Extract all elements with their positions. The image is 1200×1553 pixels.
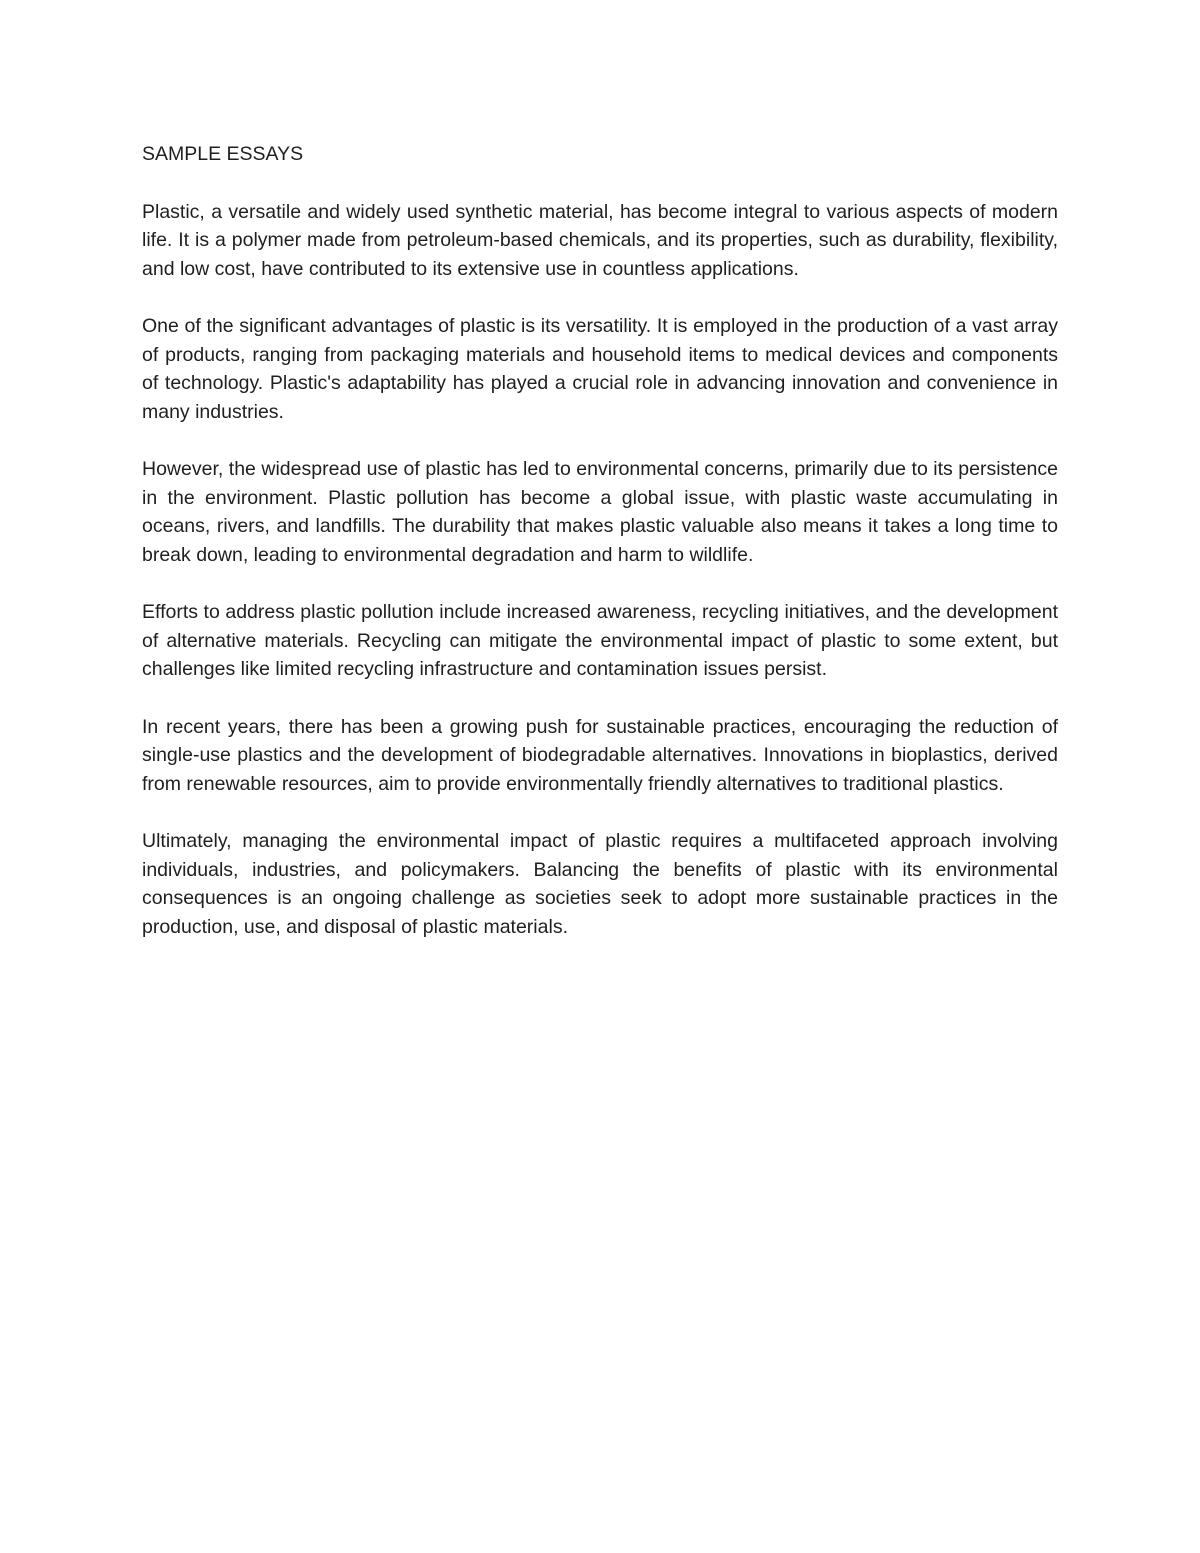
- paragraph-advantages: One of the significant advantages of plastic is its versatility. It is employed in the production of a vast array of products, ranging from packaging materials and household items to medical devices and components of technology. Plastic's adaptability has played a crucial role in advancing innovation and convenience in many industries.: [142, 315, 1058, 423]
- paragraph-efforts: Efforts to address plastic pollution include increased awareness, recycling initiatives, and the development of alternative materials. Recycling can mitigate the environmental impact of plastic to some extent, but challenges like limited recycling infrastructure and contamination issues persist.: [142, 601, 1058, 680]
- paragraph-sustainability: In recent years, there has been a growing push for sustainable practices, encouraging the reduction of single-use plastics and the development of biodegradable alternatives. Innovations in bioplastics, derived from renewable resources, aim to provide environmentally friendly alternatives to traditional plastics.: [142, 715, 1058, 795]
- document-body: [142, 140, 1058, 970]
- paragraph-concerns: However, the widespread use of plastic has led to environmental concerns, primarily due to its persistence in the environment. Plastic pollution has become a global issue, with plastic waste accumulating in oceans, rivers, and landfills. The durability that makes plastic valuable also means it takes a long time to break down, leading to environmental degradation and harm to wildlife.: [142, 458, 1058, 566]
- paragraph-conclusion: Ultimately, managing the environmental impact of plastic requires a multifaceted approach involving individuals, industries, and policymakers. Balancing the benefits of plastic with its environmental consequences is an ongoing challenge as societies seek to adopt more sustainable practices in the production, use, and disposal of plastic materials.: [142, 830, 1058, 938]
- document-title: SAMPLE ESSAYS: [142, 143, 304, 165]
- paragraph-intro: Plastic, a versatile and widely used synthetic material, has become integral to various aspects of modern life. It is a polymer made from petroleum-based chemicals, and its properties, such as durability, flexibility, and low cost, have contributed to its extensive use in countless applications.: [142, 200, 1058, 280]
